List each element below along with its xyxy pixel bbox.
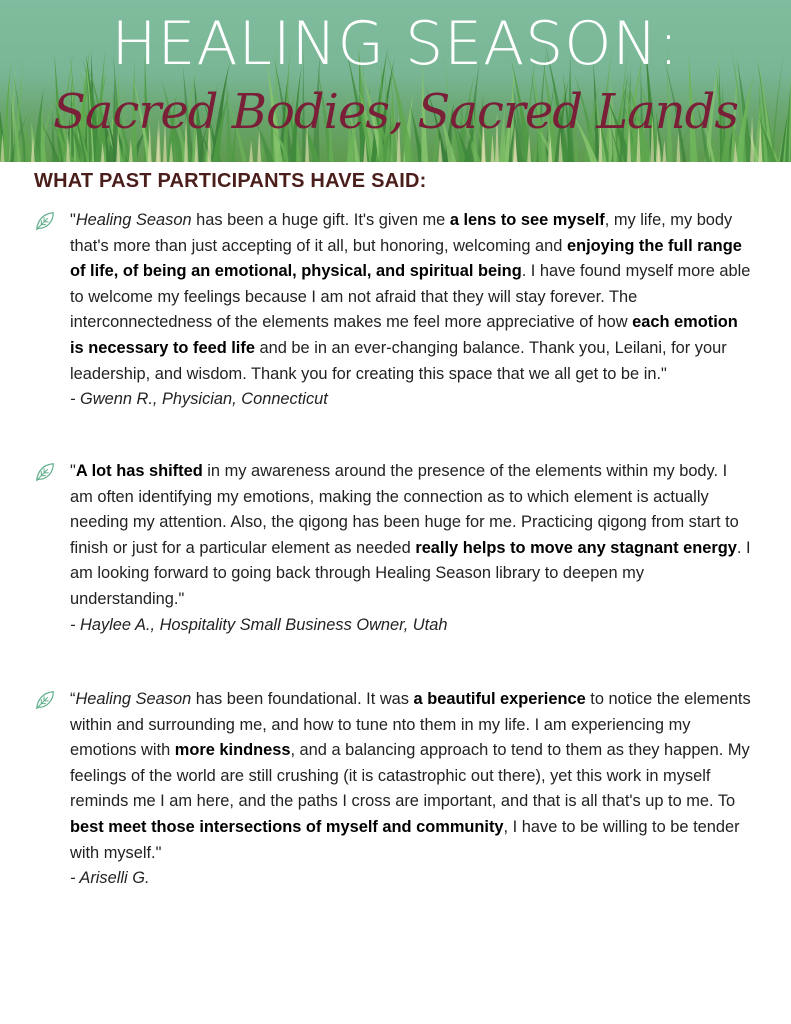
section-heading: WHAT PAST PARTICIPANTS HAVE SAID: <box>34 170 427 192</box>
quote-text: in my awareness around the presence of the elements within my body. I am often identifying my emotions, making the connection as to which element is actually needing my attention. Also, the qigong has been huge for me. Practicing qigong from start to finish or just for a particular element as needed <box>70 462 739 557</box>
leaf-icon <box>34 689 56 711</box>
testimonial-attribution: - Ariselli G. <box>70 869 150 888</box>
emphasis-text: a beautiful experience <box>413 690 586 708</box>
testimonial-quote <box>70 687 754 866</box>
testimonial-2 <box>34 459 754 638</box>
quote-text: . I have found myself more able to welcome my feelings because I am not afraid that they will stay forever. The interconnectedness of the elements makes me feel more appreciative of how <box>70 262 751 332</box>
testimonial-3 <box>34 687 754 892</box>
quote-text: " <box>70 462 76 480</box>
emphasis-text: best meet those intersections of myself and community <box>70 817 504 836</box>
emphasis-text: really helps to move any stagnant energy <box>415 538 737 557</box>
testimonial-attribution: - Haylee A., Hospitality Small Business Owner, Utah <box>70 615 448 634</box>
leaf-icon <box>34 210 56 232</box>
quote-text: " <box>70 211 76 229</box>
quote-text: , my life, my body that's more than just accepting of it all, but honoring, welcoming and <box>70 211 733 255</box>
quote-text: , and a balancing approach to tend to them as they happen. My feelings of the world are still crushing (it is catastrophic out there), yet this work in myself reminds me I am here, and the paths I cross are important, and that is all that's up to me. To <box>70 741 750 811</box>
italic-text: Healing Season <box>75 211 192 229</box>
testimonial-attribution: - Gwenn R., Physician, Connecticut <box>70 390 328 409</box>
quote-text: “ <box>70 690 76 708</box>
header-banner <box>0 0 791 162</box>
emphasis-text: each emotion is necessary to feed life <box>70 313 738 357</box>
emphasis-text: a lens to see myself <box>449 211 605 229</box>
testimonial-1 <box>34 208 754 413</box>
quote-text: has been foundational. It was <box>191 690 414 708</box>
italic-text: Healing Season <box>75 690 192 708</box>
page-subtitle: Sacred Bodies, Sacred Lands <box>52 84 738 140</box>
quote-text: to notice the elements within and surrounding me, and how to tune nto them in my life. I am experiencing my emotions with <box>70 690 751 760</box>
quote-text: , I have to be willing to be tender with myself." <box>70 817 740 862</box>
emphasis-text: enjoying the full range of life, of being an emotional, physical, and spiritual being <box>70 236 742 281</box>
testimonial-quote <box>70 208 754 387</box>
quote-text: has been a huge gift. It's given me <box>191 211 450 229</box>
emphasis-text: A lot has shifted <box>75 462 203 480</box>
testimonial-quote <box>70 459 754 613</box>
leaf-icon <box>34 461 56 483</box>
quote-text: . I am looking forward to going back through Healing Season library to deepen my understanding." <box>70 538 751 608</box>
emphasis-text: more kindness <box>174 741 291 760</box>
quote-text: and be in an ever-changing balance. Thank you, Leilani, for your leadership, and wisdom. Thank you for creating this space that we all get to be in." <box>70 338 727 383</box>
page-title: HEALING SEASON: <box>111 9 680 79</box>
